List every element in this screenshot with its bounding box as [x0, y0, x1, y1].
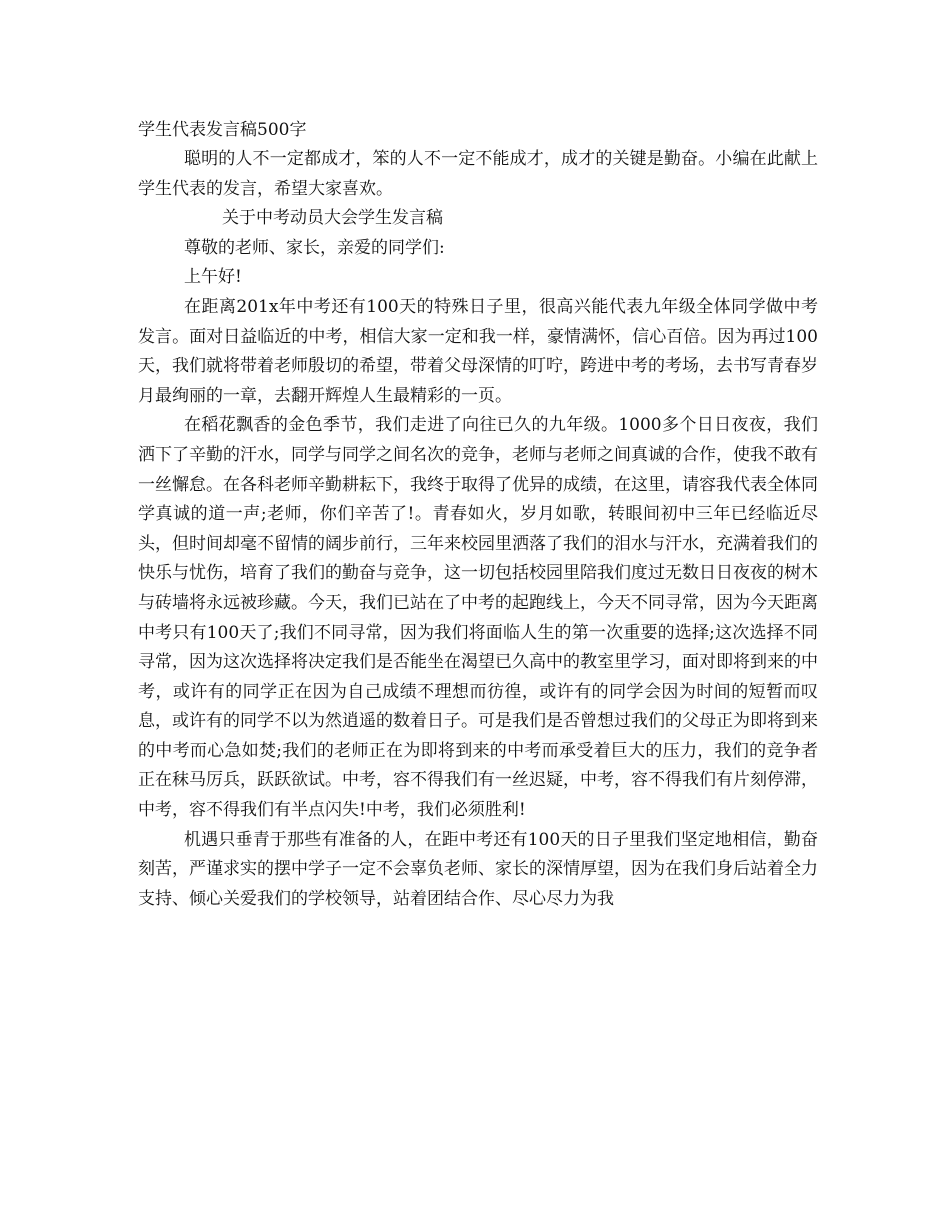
body-paragraph-1: 在距离201x年中考还有100天的特殊日子里，很高兴能代表九年级全体同学做中考发言。面对日益临近的中考，相信大家一定和我一样，豪情满怀，信心百倍。因为再过100天，我们就将带着老师殷切的希望，带着父母深情的叮咛，跨进中考的考场，去书写青春岁月最绚丽的一章，去翻开辉煌人生最精彩的一页。	[138, 296, 818, 406]
document-title: 学生代表发言稿500字	[138, 120, 307, 140]
greeting: 上午好!	[184, 267, 242, 288]
salutation: 尊敬的老师、家长，亲爱的同学们:	[184, 237, 445, 258]
body-paragraph-3: 机遇只垂青于那些有准备的人，在距中考还有100天的日子里我们坚定地相信，勤奋刻苦，严谨求实的摆中学子一定不会辜负老师、家长的深情厚望，因为在我们身后站着全力支持、倾心关爱我们的学校领导，站着团结合作、尽心尽力为我	[138, 829, 818, 909]
body-paragraph-2: 在稻花飘香的金色季节，我们走进了向往已久的九年级。1000多个日日夜夜，我们洒下了辛勤的汗水，同学与同学之间名次的竞争，老师与老师之间真诚的合作，使我不敢有一丝懈怠。在各科老师辛勤耕耘下，我终于取得了优异的成绩，在这里，请容我代表全体同学真诚的道一声;老师，你们辛苦了!。青春如火，岁月如歌，转眼间初中三年已经临近尽头，但时间却毫不留情的阔步前行，三年来校园里洒落了我们的泪水与汗水，充满着我们的快乐与忧伤，培育了我们的勤奋与竞争，这一切包括校园里陪我们度过无数日日夜夜的树木与砖墙将永远被珍藏。今天，我们已站在了中考的起跑线上，今天不同寻常，因为今天距离中考只有100天了;我们不同寻常，因为我们将面临人生的第一次重要的选择;这次选择不同寻常，因为这次选择将决定我们是否能坐在渴望已久高中的教室里学习，面对即将到来的中考，或许有的同学正在因为自己成绩不理想而彷徨，或许有的同学会因为时间的短暂而叹息，或许有的同学不以为然逍遥的数着日子。可是我们是否曾想过我们的父母正为即将到来的中考而心急如焚;我们的老师正在为即将到来的中考而承受着巨大的压力，我们的竞争者正在秣马厉兵，跃跃欲试。中考，容不得我们有一丝迟疑，中考，容不得我们有片刻停滞，中考，容不得我们有半点闪失!中考，我们必须胜利!	[138, 415, 818, 821]
speech-subtitle: 关于中考动员大会学生发言稿	[222, 208, 443, 229]
intro-paragraph: 聪明的人不一定都成才，笨的人不一定不能成才，成才的关键是勤奋。小编在此献上学生代表的发言，希望大家喜欢。	[138, 149, 818, 199]
document-page	[138, 116, 818, 914]
